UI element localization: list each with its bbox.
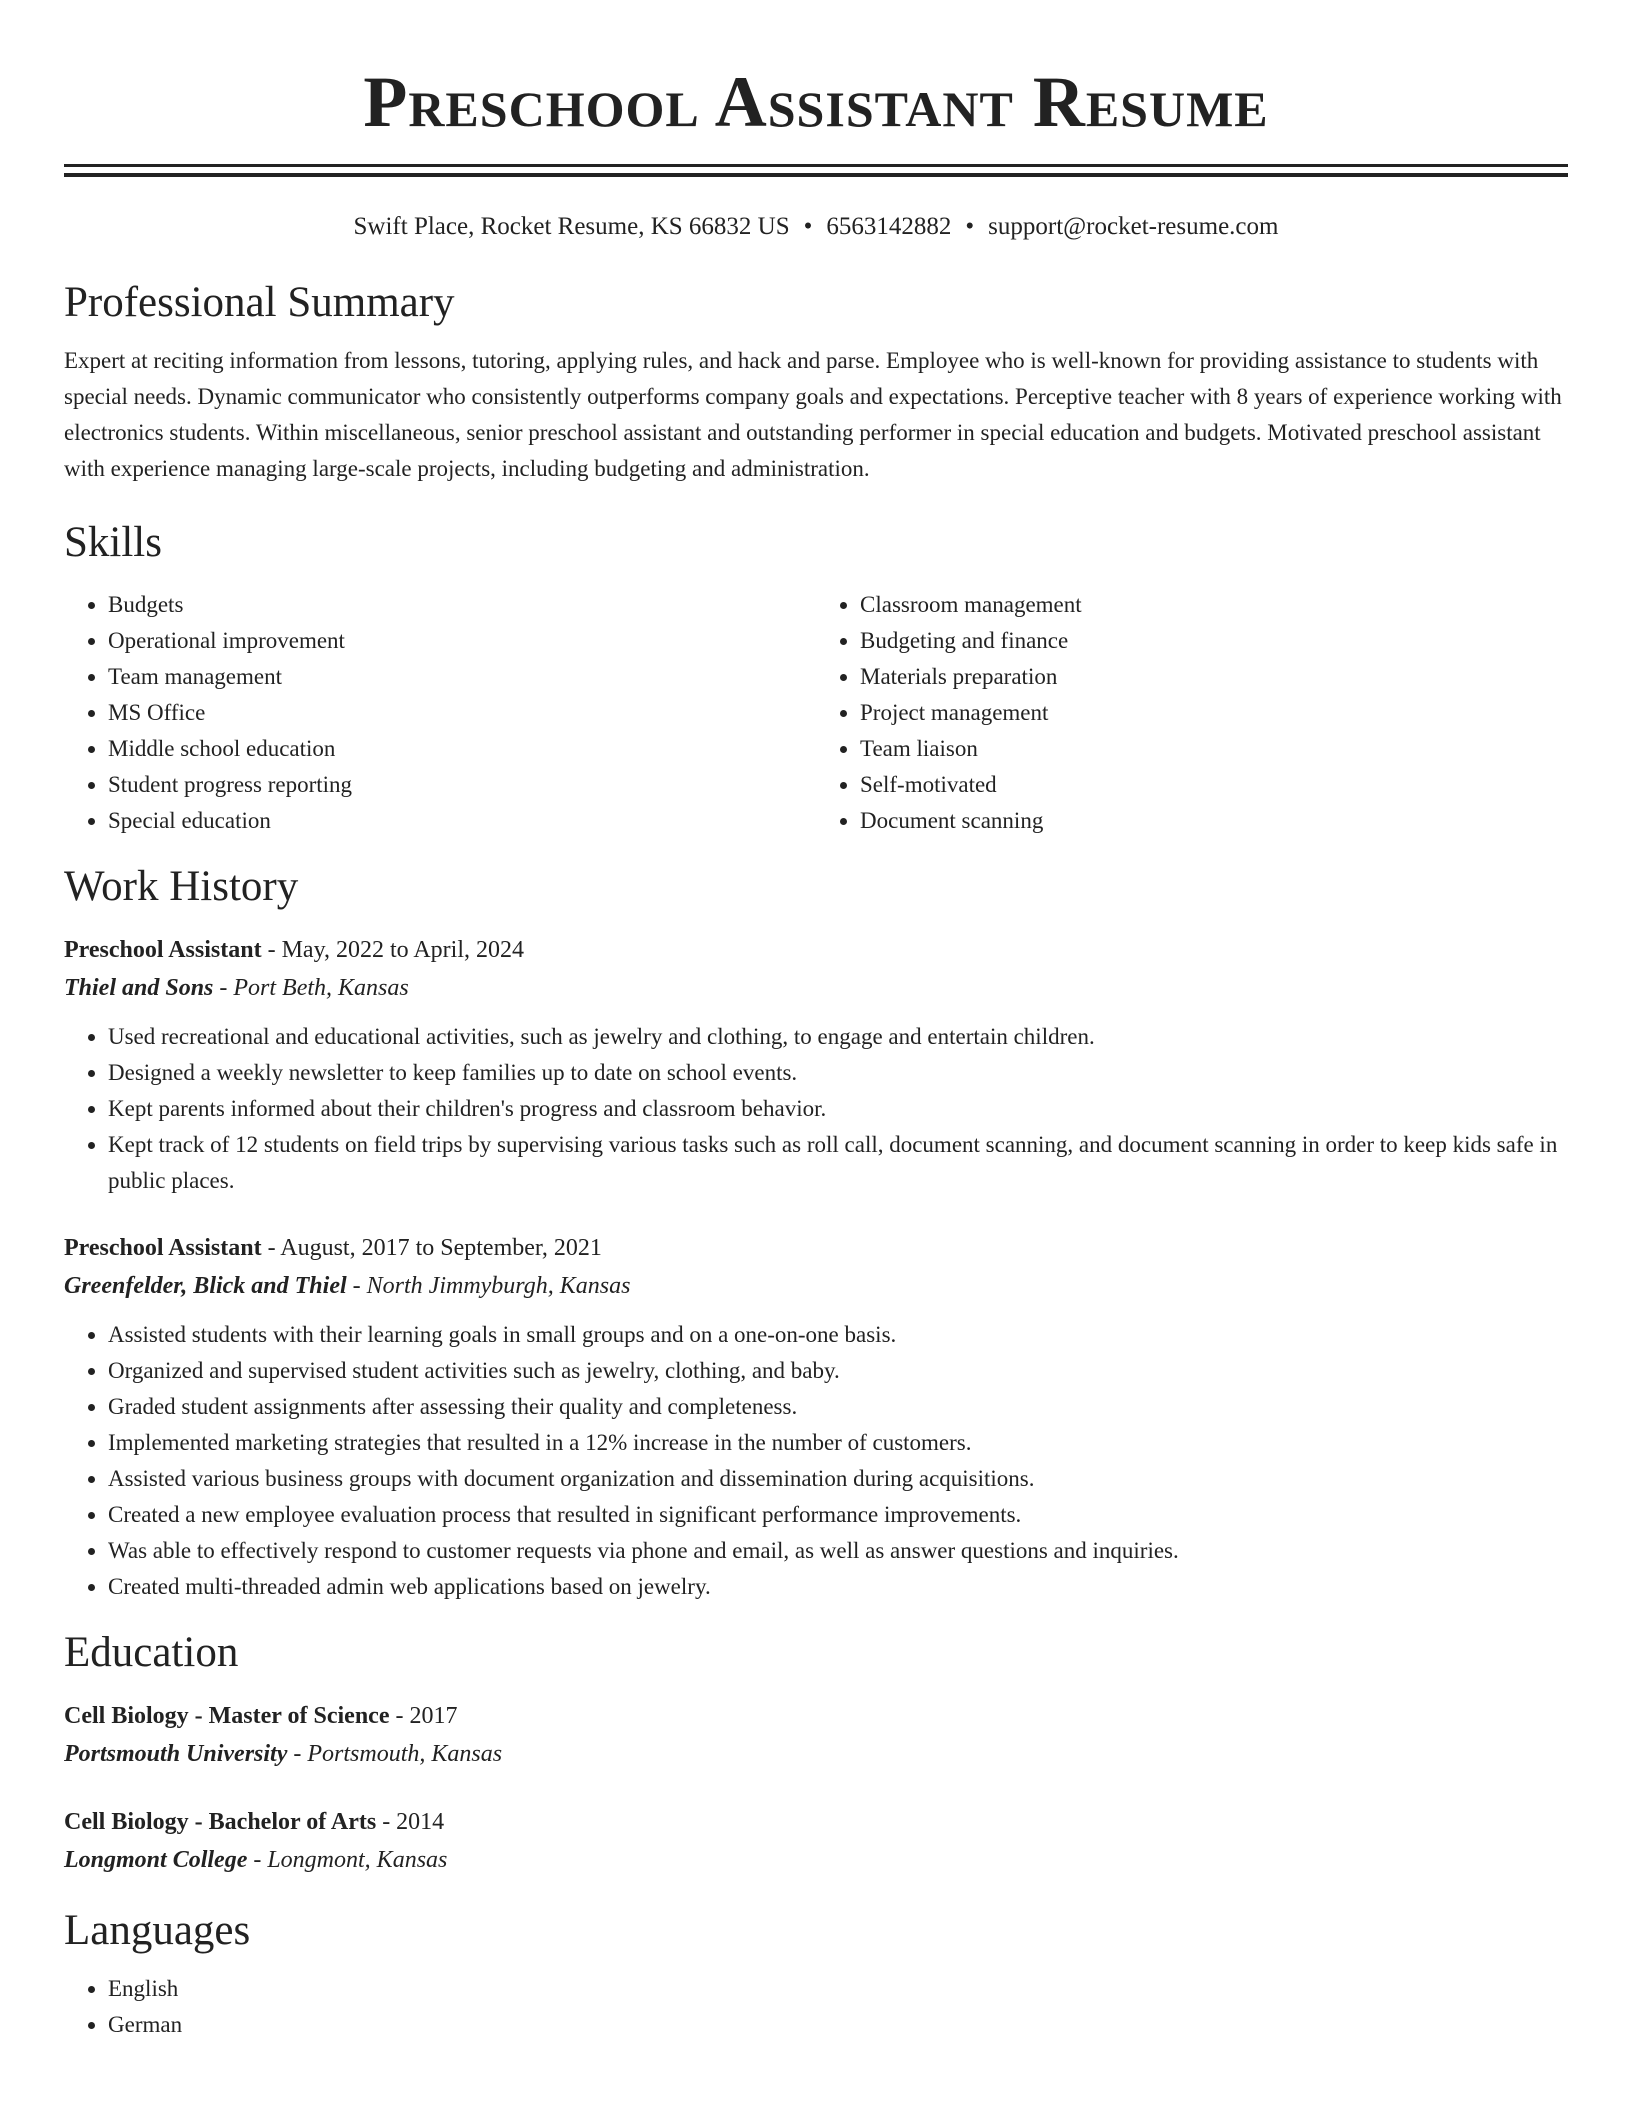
- job-bullet: • Created a new employee evaluation process that resulted in significant performance improvements.: [108, 1497, 1568, 1533]
- skill-item: • Budgeting and finance: [860, 623, 1568, 659]
- education-school-line: [64, 1735, 1568, 1773]
- job-bullet: • Graded student assignments after assessing their quality and completeness.: [108, 1389, 1568, 1425]
- skill-item: • Document scanning: [860, 803, 1568, 839]
- education-heading: Education: [64, 1629, 239, 1676]
- summary-section: [64, 277, 1568, 487]
- contact-phone: 6563142882: [826, 213, 952, 240]
- job-bullet: • Kept track of 12 students on field trips by supervising various tasks such as roll call, document scanning, and document scanning in order to keep kids safe in public places.: [108, 1127, 1568, 1199]
- job-bullet: • Designed a weekly newsletter to keep families up to date on school events.: [108, 1055, 1568, 1091]
- job-bullet: • Organized and supervised student activities such as jewelry, clothing, and baby.: [108, 1353, 1568, 1389]
- contact-email: support@rocket-resume.com: [988, 213, 1279, 240]
- skill-item: • Team liaison: [860, 731, 1568, 767]
- education-entry: [64, 1697, 1568, 1773]
- contact-address: Swift Place, Rocket Resume, KS 66832 US: [353, 213, 790, 240]
- education-year: - 2017: [389, 1703, 458, 1729]
- spacer: [64, 1199, 1568, 1229]
- skill-item: • Student progress reporting: [108, 767, 816, 803]
- job-title: Preschool Assistant: [64, 1235, 262, 1261]
- skill-item: • Classroom management: [860, 587, 1568, 623]
- job-bullet: • Implemented marketing strategies that resulted in a 12% increase in the number of customers.: [108, 1425, 1568, 1461]
- job-company-line: [64, 969, 1568, 1007]
- skills-heading: Skills: [64, 519, 162, 566]
- resume-title: Preschool Assistant Resume: [363, 62, 1269, 142]
- work-history-section: [64, 861, 1568, 1605]
- education-degree-line: [64, 1803, 1568, 1841]
- skills-list-right: [816, 587, 1568, 839]
- job-location: - North Jimmyburgh, Kansas: [346, 1273, 631, 1299]
- skills-columns: [64, 587, 1568, 839]
- skills-section: [64, 517, 1568, 839]
- title-rule-top: [64, 164, 1568, 167]
- job-location: - Port Beth, Kansas: [213, 975, 409, 1001]
- language-item: • English: [108, 1971, 1568, 2007]
- title-rule-bottom: [64, 173, 1568, 177]
- job-dates: - August, 2017 to September, 2021: [261, 1235, 602, 1261]
- skill-item: • Self-motivated: [860, 767, 1568, 803]
- education-section: [64, 1627, 1568, 1879]
- skill-item: • MS Office: [108, 695, 816, 731]
- job-bullet: • Assisted various business groups with document organization and dissemination during acquisitions.: [108, 1461, 1568, 1497]
- job-bullets: [64, 1317, 1568, 1605]
- summary-heading: Professional Summary: [64, 279, 455, 326]
- education-school: Longmont College: [64, 1847, 248, 1873]
- skill-item: • Budgets: [108, 587, 816, 623]
- skills-list-left: [64, 587, 816, 839]
- job-title-line: [64, 931, 1568, 969]
- job-bullet: • Was able to effectively respond to customer requests via phone and email, as well as answer questions and inquiries.: [108, 1533, 1568, 1569]
- languages-heading: Languages: [64, 1907, 251, 1954]
- skill-item: • Project management: [860, 695, 1568, 731]
- summary-text: Expert at reciting information from lessons, tutoring, applying rules, and hack and parse. Employee who is well-known for providing assistance to students with special needs. Dynamic communicator who consistently outperforms company goals and expectations. Perceptive teacher with 8 years of experience working with electronics students. Within miscellaneous, senior preschool assistant and outstanding performer in special education and budgets. Motivated preschool assistant with experience managing large-scale projects, including budgeting and administration.: [64, 348, 1562, 481]
- work-history-heading: Work History: [64, 863, 299, 910]
- education-school-line: [64, 1841, 1568, 1879]
- contact-separator: •: [965, 213, 975, 240]
- skill-item: • Middle school education: [108, 731, 816, 767]
- skill-item: • Special education: [108, 803, 816, 839]
- job-bullet: • Assisted students with their learning goals in small groups and on a one-on-one basis.: [108, 1317, 1568, 1353]
- education-location: - Portsmouth, Kansas: [287, 1741, 503, 1767]
- skill-item: • Team management: [108, 659, 816, 695]
- contact-line: [64, 211, 1568, 243]
- skill-item: • Operational improvement: [108, 623, 816, 659]
- education-degree: Cell Biology - Bachelor of Arts: [64, 1809, 377, 1835]
- language-item: • German: [108, 2007, 1568, 2043]
- job-entry: [64, 1229, 1568, 1605]
- job-bullet: • Kept parents informed about their children's progress and classroom behavior.: [108, 1091, 1568, 1127]
- job-title: Preschool Assistant: [64, 937, 262, 963]
- education-entry: [64, 1803, 1568, 1879]
- job-company: Thiel and Sons: [64, 975, 214, 1001]
- job-company: Greenfelder, Blick and Thiel: [64, 1273, 347, 1299]
- spacer: [64, 1773, 1568, 1803]
- job-bullets: [64, 1019, 1568, 1199]
- job-entry: [64, 931, 1568, 1199]
- education-degree: Cell Biology - Master of Science: [64, 1703, 390, 1729]
- education-year: - 2014: [376, 1809, 445, 1835]
- job-bullet: • Created multi-threaded admin web applications based on jewelry.: [108, 1569, 1568, 1605]
- job-company-line: [64, 1267, 1568, 1305]
- education-school: Portsmouth University: [64, 1741, 288, 1767]
- education-location: - Longmont, Kansas: [247, 1847, 448, 1873]
- education-degree-line: [64, 1697, 1568, 1735]
- job-bullet: • Used recreational and educational activities, such as jewelry and clothing, to engage and entertain children.: [108, 1019, 1568, 1055]
- contact-separator: •: [803, 213, 813, 240]
- languages-section: [64, 1905, 1568, 2043]
- job-title-line: [64, 1229, 1568, 1267]
- languages-list: [64, 1971, 1568, 2043]
- job-dates: - May, 2022 to April, 2024: [261, 937, 525, 963]
- skill-item: • Materials preparation: [860, 659, 1568, 695]
